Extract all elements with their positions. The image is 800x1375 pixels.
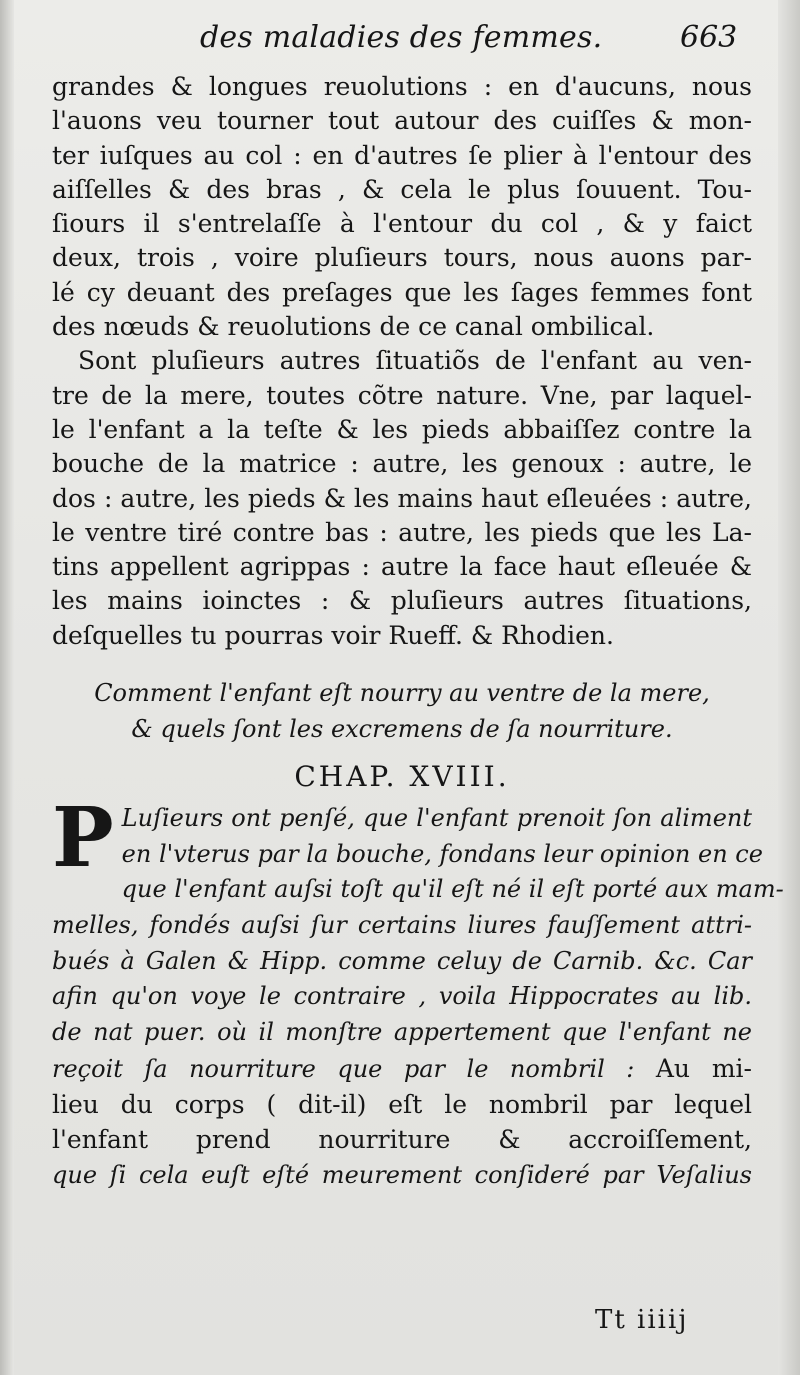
paragraph-umbilical-cord [52, 70, 752, 344]
text-line: bués à Galen & Hipp. comme celuy de Carnib. &c. Car [52, 946, 752, 975]
text-line: melles, fondés auſsi ſur certains liures fauſſement attri- [52, 911, 752, 940]
italic-segment: reçoit ſa nourriture que par le nombril : [52, 1054, 635, 1083]
text-line: ter iuſques au col : en d'autres ſe plier à l'entour des [52, 140, 752, 170]
text-line: ſiours il s'entrelaſſe à l'entour du col , & y faict [52, 209, 752, 239]
text-line: que l'enfant auſsi toſt qu'il eſt né il eſt porté aux mam- [121, 875, 784, 904]
text-line: des nœuds & reuolutions de ce canal ombilical. [52, 312, 655, 342]
drop-cap-initial: P [52, 790, 114, 887]
text-block [52, 70, 784, 1194]
page-edge-shadow-right [778, 0, 800, 1375]
text-line: les mains ioinctes : & pluſieurs autres ſituations, [52, 586, 752, 616]
chapter-heading-line: & quels ſont les excremens de ſa nourriture. [131, 715, 673, 744]
section-gap [52, 653, 752, 675]
text-line: Sont pluſieurs autres ſituatiõs de l'enfant au ven- [78, 346, 752, 376]
text-line: l'enfant prend nourriture & accroiſſement, [52, 1125, 752, 1155]
page-number: 663 [680, 20, 738, 55]
text-line: aiſſelles & des bras , & cela le plus ſouuent. Tou- [52, 174, 752, 204]
signature-mark: Tt iiiij [595, 1305, 689, 1335]
text-line: que ſi cela euſt eſté meurement conſideré par Veſalius [52, 1160, 752, 1189]
chapter-heading [52, 675, 752, 747]
chapter-opening-paragraph [52, 790, 784, 1087]
chapter-roman-text [52, 1087, 752, 1158]
text-line: afin qu'on voye le contraire , voila Hippocrates au lib. [52, 982, 752, 1011]
chapter-number: CHAP. XVIII. [294, 760, 510, 794]
text-line: grandes & longues reuolutions : en d'aucuns, nous [52, 72, 752, 101]
text-line: dos : autre, les pieds & les mains haut eſleuées : autre, [52, 483, 752, 513]
text-line: le ventre tiré contre bas : autre, les pieds que les La- [52, 517, 752, 547]
text-line: tre de la mere, toutes cõtre nature. Vne, par laquel- [52, 380, 752, 410]
running-head-title: des maladies des femmes. [200, 20, 603, 55]
page-edge-shadow-left [0, 0, 14, 1375]
text-line-mixed [52, 1051, 752, 1087]
text-line: le l'enfant a la teſte & les pieds abbaiſſez contre la [52, 414, 752, 444]
text-line: lé cy deuant des preſages que les ſages femmes font [52, 277, 752, 307]
text-line: deſquelles tu pourras voir Rueff. & Rhodien. [52, 620, 614, 650]
text-line: Luſieurs ont penſé, que l'enfant prenoit ſon aliment [121, 804, 752, 833]
chapter-heading-line: Comment l'enfant eſt nourry au ventre de la mere, [94, 679, 710, 708]
roman-segment: Au mi- [655, 1053, 752, 1083]
chapter-closing-line [52, 1158, 752, 1194]
text-line: lieu du corps ( dit-il) eſt le nombril par lequel [52, 1089, 752, 1119]
running-head [0, 18, 800, 62]
text-line: deux, trois , voire pluſieurs tours, nous auons par- [52, 243, 752, 273]
text-line: en l'vterus par la bouche, fondans leur opinion en ce [121, 839, 763, 868]
text-line: l'auons veu tourner tout autour des cuiſſes & mon- [52, 106, 752, 136]
text-line: tins appellent agrippas : autre la face haut eſleuée & [52, 552, 752, 582]
text-line: de nat puer. où il monſtre appertement que l'enfant ne [52, 1018, 752, 1047]
paragraph-fetal-situations [52, 344, 752, 653]
text-line: bouche de la matrice : autre, les genoux : autre, le [52, 449, 752, 479]
